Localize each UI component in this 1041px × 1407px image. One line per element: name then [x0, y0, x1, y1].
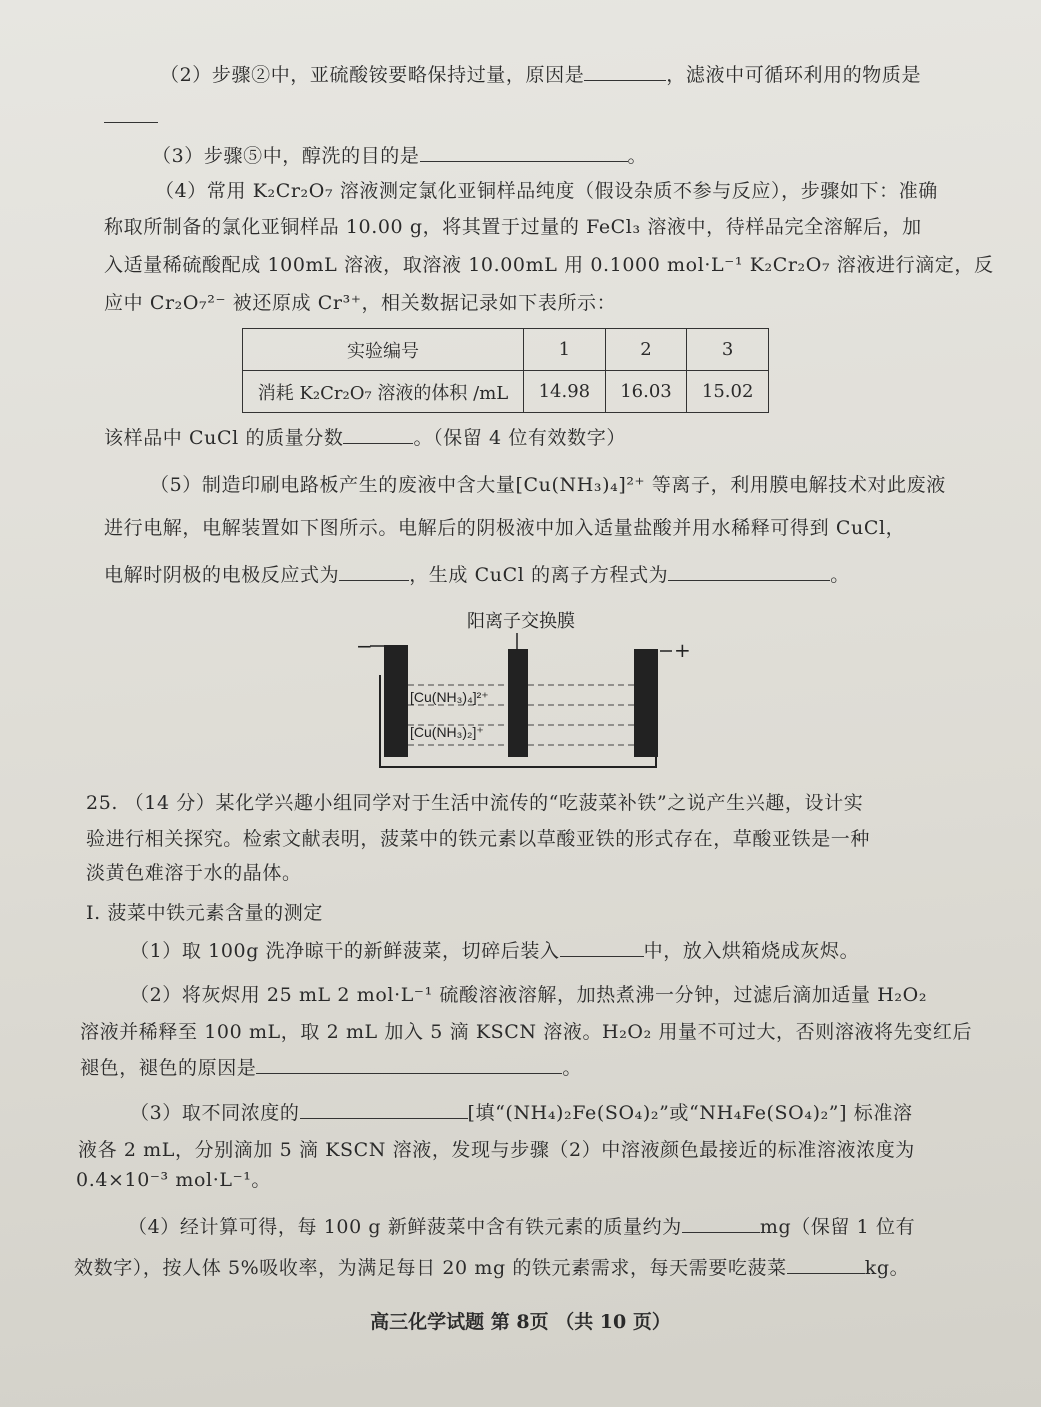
table-cell: 15.02 — [687, 371, 769, 413]
q4-result-line — [104, 425, 626, 451]
q4-result-text: 该样品中 CuCl 的质量分数 — [104, 427, 344, 449]
q2-line — [160, 62, 921, 88]
ion-label-2: [Cu(NH₃)₂]⁺ — [410, 724, 484, 740]
answer-blank — [104, 104, 158, 123]
cathode-electrode — [384, 645, 408, 757]
titration-table — [242, 328, 769, 413]
q5-line-2: 进行电解，电解装置如下图所示。电解后的阴极液中加入适量盐酸并用水稀释可得到 CuCl， — [104, 517, 906, 539]
answer-blank — [300, 1100, 468, 1119]
q25-line-1: 25. （14 分）某化学兴趣小组同学对于生活中流传的“吃菠菜补铁”之说产生兴趣，设计实 — [86, 792, 864, 814]
step3-text-a: （3）取不同浓度的 — [130, 1102, 300, 1124]
page-footer: 高三化学试题 第 8页 （共 10 页） — [370, 1311, 671, 1333]
q25-line-2: 验进行相关探究。检索文献表明，菠菜中的铁元素以草酸亚铁的形式存在，草酸亚铁是一种 — [86, 828, 871, 850]
cathode-sign: − — [356, 634, 373, 658]
step2-line-1: （2）将灰烬用 25 mL 2 mol·L⁻¹ 硫酸溶液溶解，加热煮沸一分钟，过滤后滴加适量 H₂O₂ — [130, 984, 928, 1006]
answer-blank — [256, 1055, 562, 1074]
anode-sign: + — [674, 638, 691, 662]
table-cell: 14.98 — [524, 371, 606, 413]
answer-blank — [339, 562, 409, 581]
step3-line-2: 液各 2 mL，分别滴加 5 滴 KSCN 溶液，发现与步骤（2）中溶液颜色最接近的标准溶液浓度为 — [78, 1139, 915, 1161]
q5-text-a: 电解时阴极的电极反应式为 — [104, 564, 340, 586]
answer-blank — [682, 1214, 760, 1233]
step2-text: 褪色，褪色的原因是 — [80, 1057, 257, 1079]
table-row — [243, 371, 769, 413]
step2-period: 。 — [562, 1057, 583, 1079]
step3-line-3: 0.4×10⁻³ mol·L⁻¹。 — [76, 1169, 272, 1191]
q3-text: （3）步骤⑤中，醇洗的目的是 — [152, 145, 420, 167]
step4-text-b: mg（保留 1 位有 — [759, 1216, 916, 1238]
cation-exchange-membrane — [508, 649, 528, 757]
answer-blank — [584, 62, 666, 81]
answer-blank — [343, 425, 413, 444]
step4-text-a: （4）经计算可得，每 100 g 新鲜菠菜中含有铁元素的质量约为 — [128, 1216, 682, 1238]
step2-line-2: 溶液并稀释至 100 mL，取 2 mL 加入 5 滴 KSCN 溶液。H₂O₂ 用量不可过大，否则溶液将先变红后 — [80, 1021, 973, 1043]
step4-line-2 — [74, 1255, 909, 1281]
answer-blank — [420, 143, 628, 162]
q4-line-4: 应中 Cr₂O₇²⁻ 被还原成 Cr³⁺，相关数据记录如下表所示： — [104, 292, 617, 314]
electrolysis-diagram — [340, 605, 700, 780]
step3-line-1 — [130, 1100, 913, 1126]
answer-blank — [668, 562, 830, 581]
step4-line-1 — [128, 1214, 915, 1240]
step4-text-c: 效数字），按人体 5%吸收率，为满足每日 20 mg 的铁元素需求，每天需要吃菠菜 — [74, 1257, 787, 1279]
q2-text-a: （2）步骤②中，亚硫酸铵要略保持过量，原因是 — [160, 64, 585, 86]
step1-line — [130, 938, 859, 964]
table-header-cell: 2 — [605, 329, 687, 371]
section-heading: I. 菠菜中铁元素含量的测定 — [86, 902, 323, 924]
step4-unit: kg。 — [864, 1257, 910, 1279]
ion-label-1: [Cu(NH₃)₄]²⁺ — [410, 689, 489, 705]
q5-period: 。 — [830, 564, 850, 586]
q5-line-1: （5）制造印刷电路板产生的废液中含大量[Cu(NH₃)₄]²⁺ 等离子，利用膜电解技术对此废液 — [150, 474, 946, 496]
table-cell: 16.03 — [605, 371, 687, 413]
membrane-label: 阳离子交换膜 — [467, 611, 575, 632]
table-row-label: 消耗 K₂Cr₂O₇ 溶液的体积 /mL — [243, 371, 524, 413]
q2-blank-line — [104, 104, 158, 130]
answer-blank — [787, 1255, 865, 1274]
table-header-cell: 1 — [524, 329, 606, 371]
step3-text-b: [填“(NH₄)₂Fe(SO₄)₂”或“NH₄Fe(SO₄)₂”] 标准溶 — [467, 1102, 913, 1124]
answer-blank — [560, 938, 644, 957]
q5-line-3 — [104, 562, 850, 588]
step1-text-b: 中，放入烘箱烧成灰烬。 — [643, 940, 860, 962]
table-header-cell: 实验编号 — [243, 329, 524, 371]
q5-text-b: ，生成 CuCl 的离子方程式为 — [409, 564, 669, 586]
q25-line-3: 淡黄色难溶于水的晶体。 — [86, 862, 302, 884]
table-header-cell: 3 — [687, 329, 769, 371]
table-header-row — [243, 329, 769, 371]
q4-line-2: 称取所制备的氯化亚铜样品 10.00 g，将其置于过量的 FeCl₃ 溶液中，待样品完全溶解后，加 — [104, 216, 922, 238]
q4-result-note: 。（保留 4 位有效数字） — [413, 427, 626, 449]
q3-line — [152, 143, 647, 169]
q3-period: 。 — [627, 145, 648, 167]
anode-electrode — [634, 649, 658, 757]
step2-line-3 — [80, 1055, 582, 1081]
q4-line-1: （4）常用 K₂Cr₂O₇ 溶液测定氯化亚铜样品纯度（假设杂质不参与反应），步骤如下：准确 — [155, 180, 938, 202]
step1-text-a: （1）取 100g 洗净晾干的新鲜菠菜，切碎后装入 — [130, 940, 560, 962]
q4-line-3: 入适量稀硫酸配成 100mL 溶液，取溶液 10.00mL 用 0.1000 mol·L⁻¹ K₂Cr₂O₇ 溶液进行滴定，反 — [104, 254, 994, 276]
q2-text-b: ，滤液中可循环利用的物质是 — [666, 64, 922, 86]
